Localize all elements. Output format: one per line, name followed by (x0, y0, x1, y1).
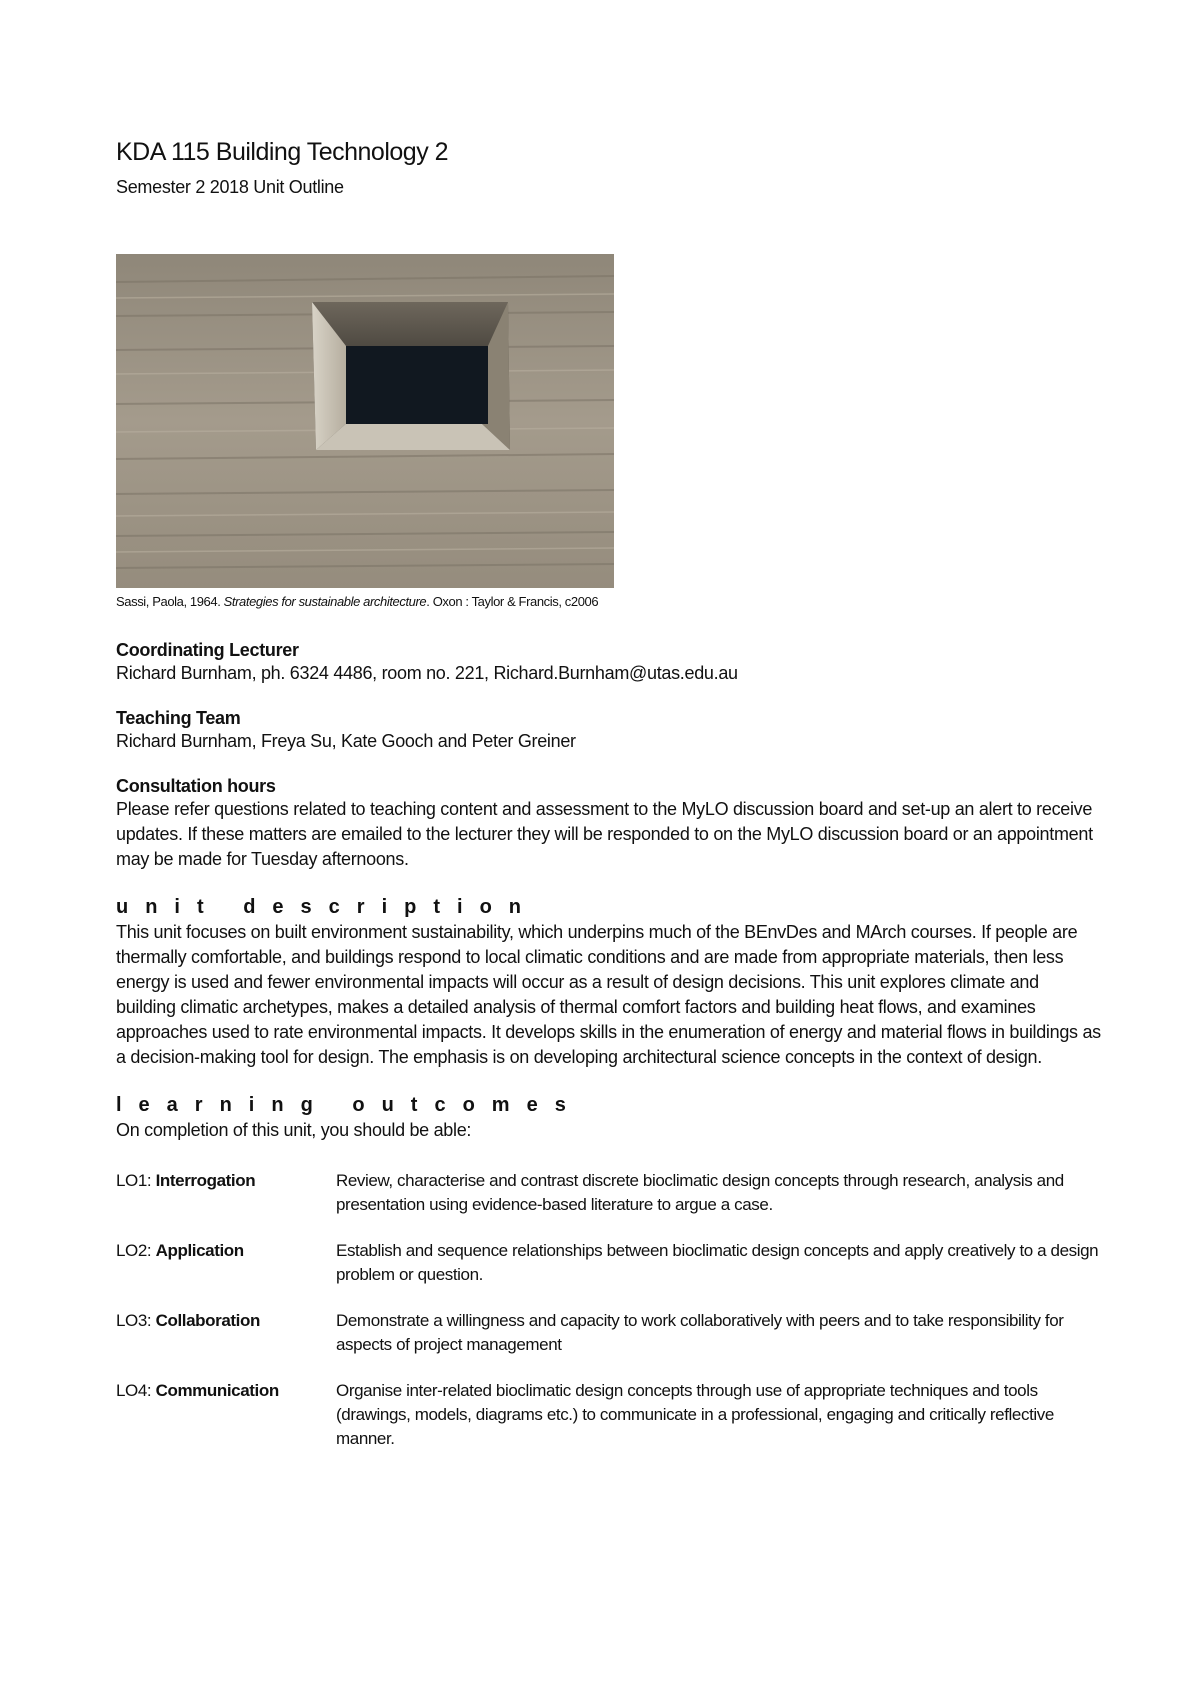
teaching-team-text: Richard Burnham, Freya Su, Kate Gooch and Peter Greiner (116, 731, 576, 751)
coordinating-lecturer-section (116, 640, 1101, 686)
caption-title: Strategies for sustainable architecture (223, 594, 427, 609)
learning-outcome-text: Demonstrate a willingness and capacity to work collaboratively with peers and to take responsibility for aspects of project management (336, 1311, 1064, 1354)
unit-description-heading: unit description (116, 896, 538, 918)
learning-outcome-row (116, 1309, 1101, 1379)
page-subtitle: Semester 2 2018 Unit Outline (116, 177, 344, 197)
caption-author: Sassi, Paola, 1964. (116, 594, 221, 609)
learning-outcome-name: Application (155, 1241, 244, 1260)
learning-outcome-key (116, 1379, 336, 1473)
consultation-section (116, 776, 1101, 872)
learning-outcome-code: LO3: (116, 1311, 156, 1330)
page-title: KDA 115 Building Technology 2 (116, 138, 449, 166)
unit-description-section (116, 894, 1101, 1070)
learning-outcome-text: Review, characterise and contrast discrete bioclimatic design concepts through research, analysis and presentation using evidence-based literature to argue a case. (336, 1171, 1064, 1214)
teaching-team-heading: Teaching Team (116, 708, 241, 728)
cover-photo (116, 254, 614, 588)
learning-outcome-key (116, 1309, 336, 1379)
learning-outcome-row (116, 1239, 1101, 1309)
coordinating-lecturer-heading: Coordinating Lecturer (116, 640, 299, 660)
learning-outcome-key (116, 1239, 336, 1309)
learning-outcome-name: Interrogation (155, 1171, 256, 1190)
learning-outcome-text: Establish and sequence relationships between bioclimatic design concepts and apply creatively to a design problem or question. (336, 1241, 1099, 1284)
consultation-text: Please refer questions related to teaching content and assessment to the MyLO discussion board and set-up an alert to receive updates. If these matters are emailed to the lecturer they will be responded to on the MyLO discussion board or an appointment may be made for Tuesday afternoons. (116, 799, 1093, 869)
teaching-team-section (116, 708, 1101, 754)
learning-outcome-row (116, 1379, 1101, 1473)
coordinating-lecturer-text: Richard Burnham, ph. 6324 4486, room no. 221, Richard.Burnham@utas.edu.au (116, 663, 738, 683)
learning-outcomes-section (116, 1092, 1101, 1473)
figure-caption (116, 594, 598, 609)
caption-publisher: . Oxon : Taylor & Francis, c2006 (426, 594, 599, 609)
consultation-heading: Consultation hours (116, 776, 276, 796)
document-page (116, 138, 1101, 1448)
learning-outcome-key (116, 1169, 336, 1239)
learning-outcome-text: Organise inter-related bioclimatic design concepts through use of appropriate techniques and tools (drawings, models, diagrams etc.) to communicate in a professional, engaging and critically reflective manner. (336, 1381, 1054, 1448)
learning-outcomes-intro: On completion of this unit, you should be able: (116, 1120, 472, 1140)
learning-outcomes-table (116, 1169, 1101, 1473)
learning-outcome-code: LO4: (116, 1381, 156, 1400)
learning-outcome-code: LO2: (116, 1241, 156, 1260)
unit-description-text: This unit focuses on built environment sustainability, which underpins much of the BEnvDes and MArch courses. If people are thermally comfortable, and buildings respond to local climatic conditions and are made from appropriate materials, then less energy is used and fewer environmental impacts will occur as a result of design decisions. This unit explores climate and building climatic archetypes, makes a detailed analysis of thermal comfort factors and building heat flows, and examines approaches used to rate environmental impacts. It develops skills in the enumeration of energy and material flows in buildings as a decision-making tool for design. The emphasis is on developing architectural science concepts in the context of design. (116, 922, 1101, 1067)
learning-outcome-name: Communication (155, 1381, 279, 1400)
learning-outcome-row (116, 1169, 1101, 1239)
learning-outcome-name: Collaboration (155, 1311, 260, 1330)
learning-outcomes-heading: learning outcomes (116, 1094, 583, 1116)
content-flow (116, 640, 1101, 1473)
learning-outcome-code: LO1: (116, 1171, 156, 1190)
